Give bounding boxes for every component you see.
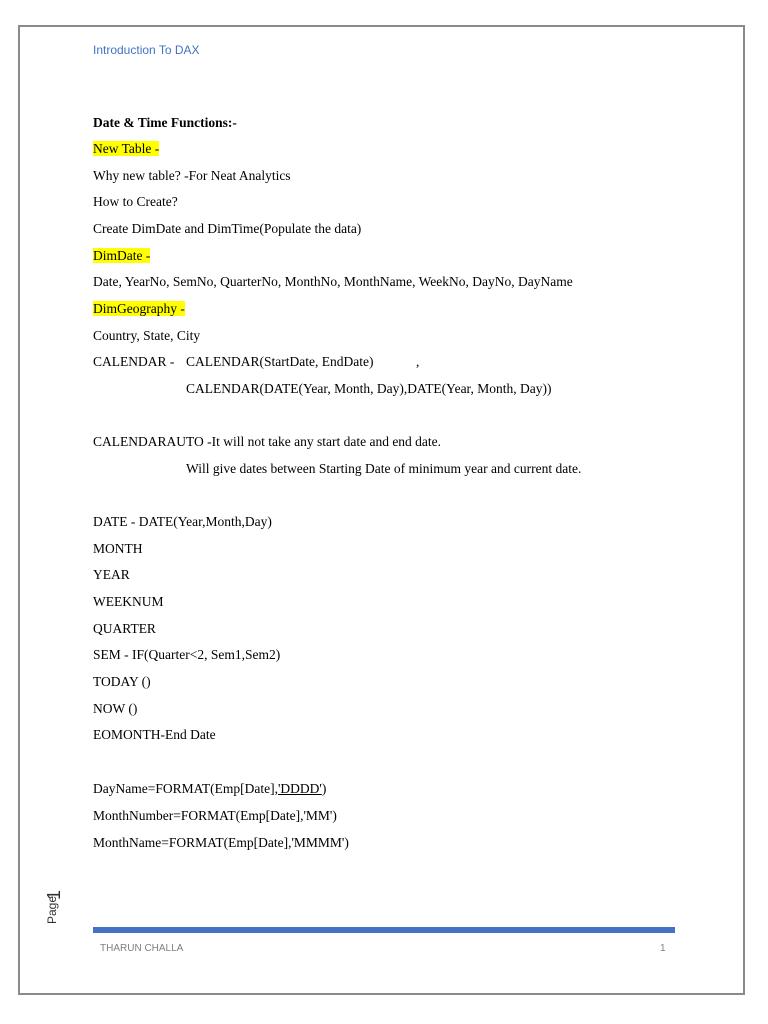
calendarauto-text-1: CALENDARAUTO -It will not take any start date and end date. (93, 434, 442, 449)
today-function-text: TODAY () (93, 674, 151, 689)
side-page-indicator (38, 884, 68, 924)
create-dim-text: Create DimDate and DimTime(Populate the data) (93, 221, 362, 236)
dimdate-label-line (93, 248, 150, 264)
sem-function-text: SEM - IF(Quarter<2, Sem1,Sem2) (93, 647, 281, 662)
section-heading: Date & Time Functions:- (93, 115, 237, 130)
new-table-label-line (93, 141, 159, 157)
calendarauto-text-2: Will give dates between Starting Date of minimum year and current date. (186, 461, 582, 476)
calendar-syntax-2: CALENDAR(DATE(Year, Month, Day),DATE(Year, Month, Day)) (186, 381, 552, 396)
date-function-text: DATE - DATE(Year,Month,Day) (93, 514, 272, 529)
now-function-text: NOW () (93, 701, 138, 716)
calendar-comma: , (416, 354, 420, 369)
dimgeo-label: DimGeography - (93, 301, 185, 316)
calendar-syntax-1: CALENDAR(StartDate, EndDate) (186, 354, 374, 369)
dayname-prefix: DayName=FORMAT(Emp[Date], (93, 781, 278, 796)
dimdate-fields-text: Date, YearNo, SemNo, QuarterNo, MonthNo, MonthName, WeekNo, DayNo, DayName (93, 274, 573, 289)
dayname-format-line (93, 781, 326, 797)
calendar-label: CALENDAR - (93, 354, 175, 369)
dayname-format-string: 'DDDD' (277, 781, 322, 796)
side-page-word: Page (45, 895, 59, 924)
new-table-label: New Table - (93, 141, 160, 156)
why-new-table-text: Why new table? -For Neat Analytics (93, 168, 291, 183)
monthnumber-format-line: MonthNumber=FORMAT(Emp[Date],'MM') (93, 808, 337, 823)
dimdate-label: DimDate - (93, 248, 151, 263)
monthname-format-line: MonthName=FORMAT(Emp[Date],'MMMM') (93, 835, 349, 850)
document-header-title: Introduction To DAX (93, 43, 200, 57)
year-function-text: YEAR (93, 567, 130, 582)
dayname-suffix: ) (321, 781, 327, 796)
how-to-create-text: How to Create? (93, 194, 178, 209)
footer-author: THARUN CHALLA (100, 943, 184, 954)
dimgeo-label-line (93, 301, 185, 317)
footer-divider-bar (93, 927, 675, 933)
weeknum-function-text: WEEKNUM (93, 594, 164, 609)
dimgeo-fields-text: Country, State, City (93, 328, 201, 343)
quarter-function-text: QUARTER (93, 621, 156, 636)
side-page-number: 1 (44, 889, 64, 900)
month-function-text: MONTH (93, 541, 143, 556)
eomonth-function-text: EOMONTH-End Date (93, 727, 216, 742)
footer-page-number: 1 (660, 943, 666, 954)
